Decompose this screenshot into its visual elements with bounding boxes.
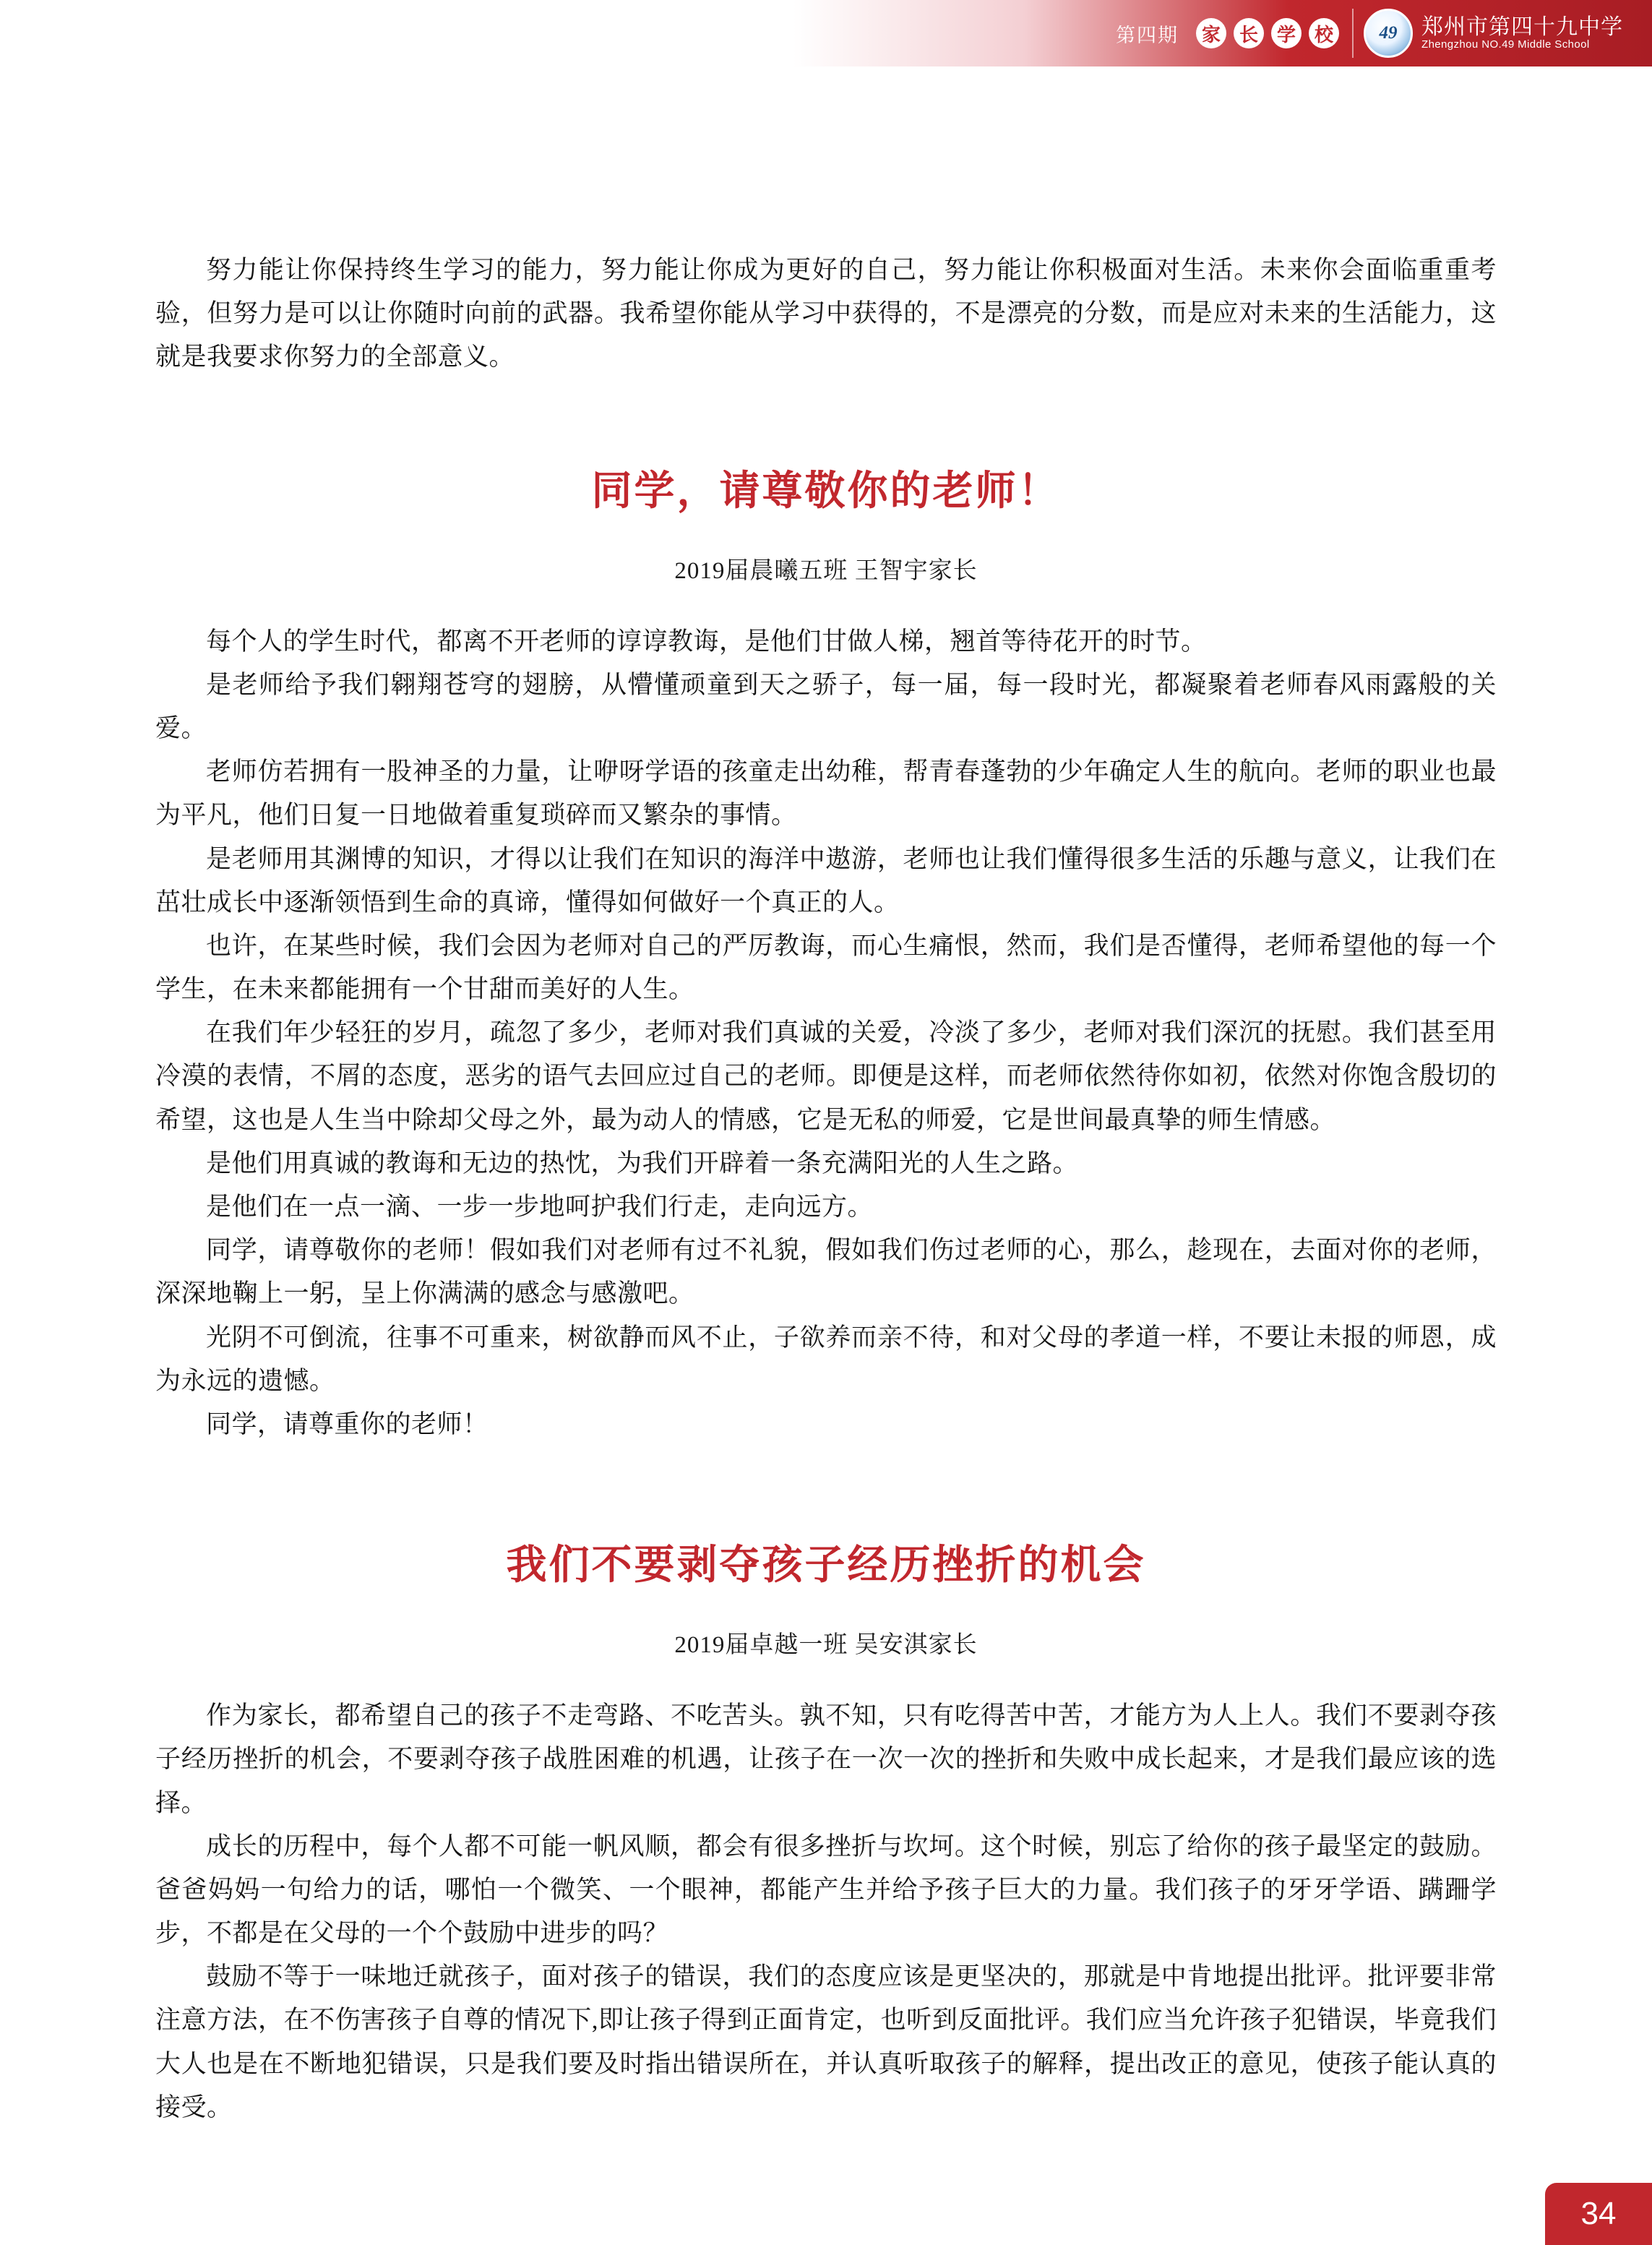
article-1-paragraph-9: 同学，请尊敬你的老师！假如我们对老师有过不礼貌，假如我们伤过老师的心，那么，趁现在，去面对你的老师，深深地鞠上一躬，呈上你满满的感念与感激吧。 [155, 1236, 1497, 1308]
section-char-4: 校 [1309, 18, 1339, 48]
article-1-paragraph-3: 老师仿若拥有一股神圣的力量，让咿呀学语的孩童走出幼稚，帮青春蓬勃的少年确定人生的航向。老师的职业也最为平凡，他们日复一日地做着重复琐碎而又繁杂的事情。 [155, 757, 1497, 830]
school-name-cn: 郑州市第四十九中学 [1421, 14, 1623, 39]
article-title-1: 同学，请尊敬你的老师！ [591, 468, 1061, 514]
article-1-paragraph-7: 是他们用真诚的教诲和无边的热忱，为我们开辟着一条充满阳光的人生之路。 [206, 1149, 1079, 1177]
article-1-paragraph-5: 也许，在某些时候，我们会因为老师对自己的严厉教诲，而心生痛恨，然而，我们是否懂得，老师希望他的每一个学生，在未来都能拥有一个甘甜而美好的人生。 [155, 931, 1497, 1004]
article-2-paragraph-3: 鼓励不等于一味地迁就孩子，面对孩子的错误，我们的态度应该是更坚决的，那就是中肯地提出批评。批评要非常注意方法，在不伤害孩子自尊的情况下,即让孩子得到正面肯定，也听到反面批评。我们应当允许孩子犯错误，毕竟我们大人也是在不断地犯错误，只是我们要及时指出错误所在，并认真听取孩子的解释，提出改正的意见，使孩子能认真的接受。 [155, 1962, 1497, 2121]
article-1-paragraph-2: 是老师给予我们翱翔苍穹的翅膀，从懵懂顽童到天之骄子，每一届，每一段时光，都凝聚着老师春风雨露般的关爱。 [155, 670, 1497, 742]
article-1-paragraph-10: 光阴不可倒流，往事不可重来，树欲静而风不止，子欲养而亲不待，和对父母的孝道一样，不要让未报的师恩，成为永远的遗憾。 [155, 1323, 1497, 1395]
school-name-en: Zhengzhou NO.49 Middle School [1421, 38, 1590, 51]
article-title-2: 我们不要剥夺孩子经历挫折的机会 [506, 1543, 1146, 1589]
issue-label: 第四期 [1116, 24, 1179, 46]
section-char-2: 长 [1234, 18, 1264, 48]
school-name-group [1421, 15, 1623, 51]
header-content [1116, 0, 1623, 66]
section-title-badges [1196, 18, 1339, 48]
article-byline-1: 2019届晨曦五班 王智宇家长 [674, 557, 978, 584]
intro-paragraph: 努力能让你保持终生学习的能力，努力能让你成为更好的自己，努力能让你积极面对生活。未来你会面临重重考验，但努力是可以让你随时向前的武器。我希望你能从学习中获得的，不是漂亮的分数，而是应对未来的生活能力，这就是我要求你努力的全部意义。 [155, 256, 1497, 372]
article-1-paragraph-8: 是他们在一点一滴、一步一步地呵护我们行走，走向远方。 [206, 1193, 874, 1221]
article-1-paragraph-4: 是老师用其渊博的知识，才得以让我们在知识的海洋中遨游，老师也让我们懂得很多生活的乐趣与意义，让我们在茁壮成长中逐渐领悟到生命的真谛，懂得如何做好一个真正的人。 [155, 844, 1497, 917]
article-1-paragraph-6: 在我们年少轻狂的岁月，疏忽了多少，老师对我们真诚的关爱，冷淡了多少，老师对我们深沉的抚慰。我们甚至用冷漠的表情，不屑的态度，恶劣的语气去回应过自己的老师。即便是这样，而老师依然待你如初，依然对你饱含殷切的希望，这也是人生当中除却父母之外，最为动人的情感，它是无私的师爱，它是世间最真挚的师生情感。 [155, 1018, 1497, 1134]
article-1-paragraph-11: 同学，请尊重你的老师！ [206, 1409, 489, 1438]
section-char-3: 学 [1271, 18, 1302, 48]
article-2-paragraph-2: 成长的历程中，每个人都不可能一帆风顺，都会有很多挫折与坎坷。这个时候，别忘了给你的孩子最坚定的鼓励。爸爸妈妈一句给力的话，哪怕一个微笑、一个眼神，都能产生并给予孩子巨大的力量。我们孩子的牙牙学语、蹒跚学步，不都是在父母的一个个鼓励中进步的吗？ [155, 1832, 1497, 1948]
school-logo-icon: 49 [1364, 9, 1413, 58]
article-byline-2: 2019届卓越一班 吴安淇家长 [674, 1632, 978, 1659]
article-2-paragraph-1: 作为家长，都希望自己的孩子不走弯路、不吃苦头。孰不知，只有吃得苦中苦，才能方为人上人。我们不要剥夺孩子经历挫折的机会，不要剥夺孩子战胜困难的机遇，让孩子在一次一次的挫折和失败中成长起来，才是我们最应该的选择。 [155, 1701, 1497, 1817]
article-1-paragraph-1: 每个人的学生时代，都离不开老师的谆谆教诲，是他们甘做人梯，翘首等待花开的时节。 [206, 627, 1207, 656]
school-identity [1352, 9, 1623, 58]
page-content [0, 249, 1652, 2129]
section-char-1: 家 [1196, 18, 1226, 48]
page-number-badge: 34 [1545, 2183, 1652, 2245]
page-header [0, 0, 1652, 66]
